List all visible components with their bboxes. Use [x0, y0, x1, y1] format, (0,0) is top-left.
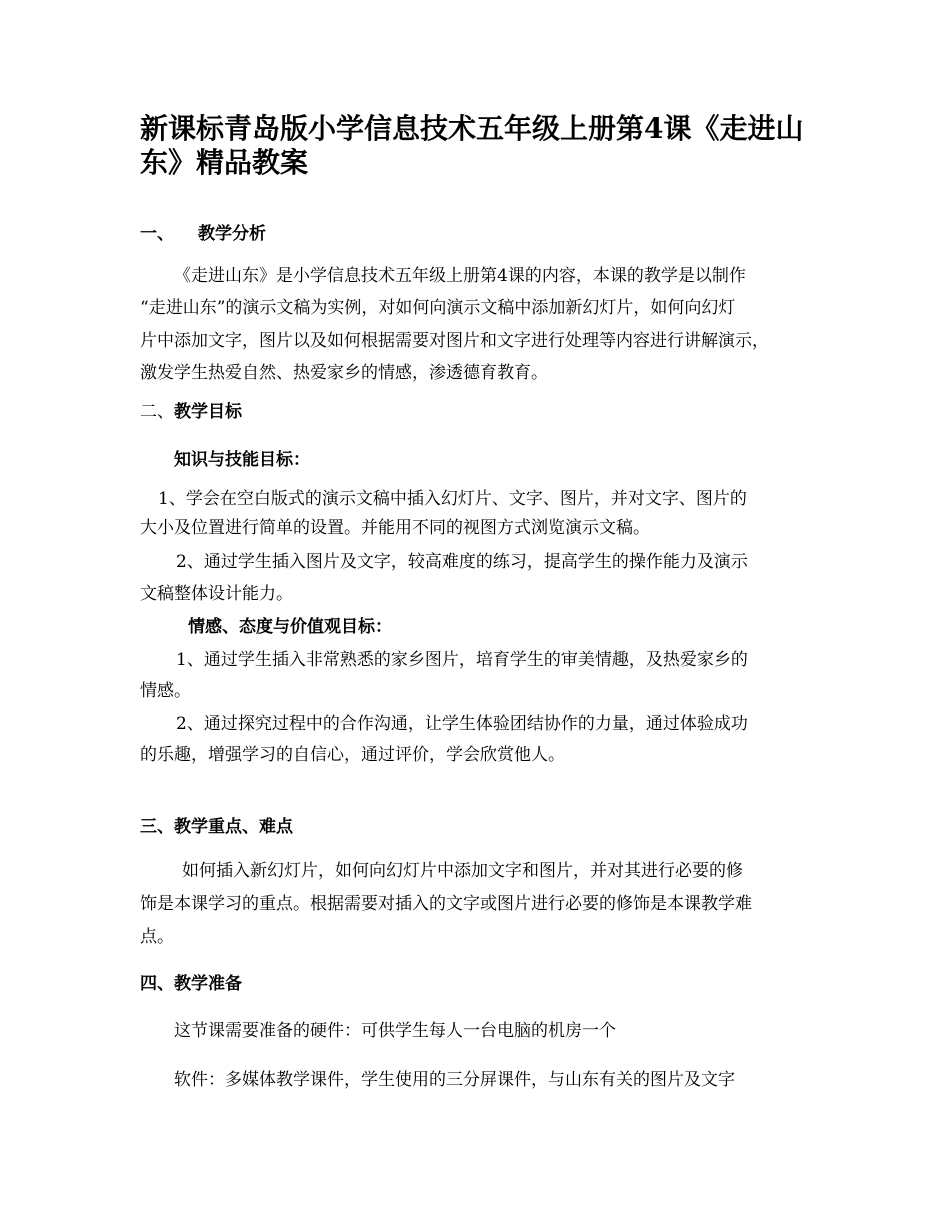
- knowledge-skills-heading: 知识与技能目标：: [174, 450, 310, 470]
- knowledge-line-1: 1、学会在空白版式的演示文稿中插入幻灯片、文字、图片，并对文字、图片的: [158, 489, 747, 509]
- document-title-line-1: 新课标青岛版小学信息技术五年级上册第4课《走进山: [140, 112, 804, 145]
- section1-heading: [140, 222, 266, 246]
- knowledge-line-3: 2、通过学生插入图片及文字，较高难度的练习，提高学生的操作能力及演示: [176, 552, 748, 572]
- section2-title: 教学目标: [174, 402, 242, 422]
- emotion-line-2: 情感。: [140, 681, 191, 701]
- document-title-line-2: 东》精品教案: [140, 146, 309, 179]
- section1-number: 一、: [140, 224, 174, 244]
- knowledge-line-4: 文稿整体设计能力。: [140, 584, 293, 604]
- section3-heading: 三、教学重点、难点: [140, 817, 293, 837]
- section1-paragraph-line-3: 片中添加文字，图片以及如何根据需要对图片和文字进行处理等内容进行讲解演示，: [140, 331, 769, 351]
- section2-number: 二、: [140, 402, 174, 422]
- section2-heading: [140, 400, 242, 424]
- section3-paragraph-line-3: 点。: [140, 927, 174, 947]
- section1-paragraph-line-4: 激发学生热爱自然、热爱家乡的情感，渗透德育教育。: [140, 363, 548, 383]
- knowledge-line-2: 大小及位置进行简单的设置。并能用不同的视图方式浏览演示文稿。: [140, 518, 650, 538]
- section1-paragraph-line-1: 《走进山东》是小学信息技术五年级上册第4课的内容，本课的教学是以制作: [174, 266, 746, 286]
- section1-title: 教学分析: [198, 224, 266, 244]
- section4-heading: 四、教学准备: [140, 974, 242, 994]
- section3-paragraph-line-1: 如何插入新幻灯片，如何向幻灯片中添加文字和图片，并对其进行必要的修: [182, 861, 743, 881]
- hardware-requirement: 这节课需要准备的硬件：可供学生每人一台电脑的机房一个: [174, 1021, 616, 1041]
- software-requirement: 软件：多媒体教学课件，学生使用的三分屏课件，与山东有关的图片及文字: [174, 1070, 735, 1090]
- section3-paragraph-line-2: 饰是本课学习的重点。根据需要对插入的文字或图片进行必要的修饰是本课教学难: [140, 894, 752, 914]
- emotion-line-1: 1、通过学生插入非常熟悉的家乡图片，培育学生的审美情趣，及热爱家乡的: [176, 650, 748, 670]
- emotion-attitude-heading: 情感、态度与价值观目标：: [188, 617, 392, 637]
- emotion-line-4: 的乐趣，增强学习的自信心，通过评价，学会欣赏他人。: [140, 745, 565, 765]
- emotion-line-3: 2、通过探究过程中的合作沟通，让学生体验团结协作的力量，通过体验成功: [176, 714, 748, 734]
- document-title: [140, 112, 820, 180]
- section1-paragraph-line-2: “走进山东”的演示文稿为实例，对如何向演示文稿中添加新幻灯片，如何向幻灯: [140, 298, 736, 318]
